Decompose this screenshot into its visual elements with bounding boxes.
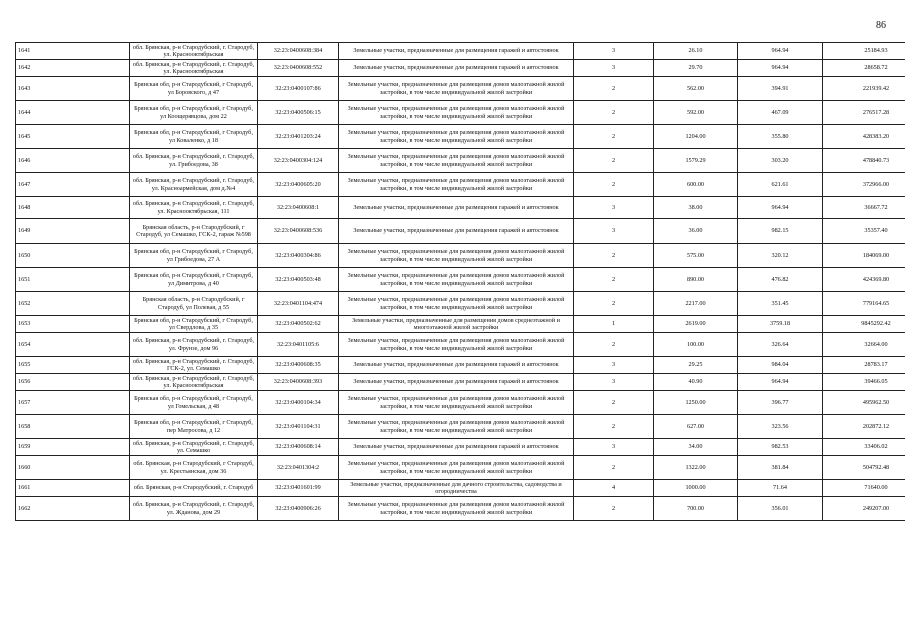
area-cell: 36.00 — [654, 219, 738, 244]
row-number: 1642 — [16, 60, 130, 77]
address-cell: обл. Брянская, р-н Стародубский, г. Стародуб, ул. Грибоедова, 38 — [130, 149, 258, 173]
row-number: 1643 — [16, 77, 130, 101]
specific-value-cell: 326.64 — [738, 333, 823, 357]
cadastral-value-cell: 39466.05 — [823, 374, 905, 391]
row-number: 1646 — [16, 149, 130, 173]
cadastral-number-cell: 32:23:0400608:14 — [258, 439, 339, 456]
row-number: 1662 — [16, 497, 130, 521]
row-number: 1653 — [16, 316, 130, 333]
specific-value-cell: 984.04 — [738, 357, 823, 374]
specific-value-cell: 394.91 — [738, 77, 823, 101]
area-cell: 29.25 — [654, 357, 738, 374]
table-row — [16, 43, 905, 60]
cadastral-value-cell: 28783.17 — [823, 357, 905, 374]
address-cell: обл. Брянская, р-н Стародубский, г. Стародуб, ул. Фрунзе, дом 96 — [130, 333, 258, 357]
table-row — [16, 77, 905, 101]
cadastral-value-cell: 424369.80 — [823, 268, 905, 292]
cadastral-value-table — [15, 42, 905, 521]
address-cell: обл. Брянская, р-н Стародубский, г Стародуб, ул. Крестьянская, дом 36 — [130, 456, 258, 480]
land-use-cell: Земельные участки, предназначенные для размещения домов малоэтажной жилой застройки, в том числе индивидуальной жилой застройки — [339, 292, 574, 316]
specific-value-cell: 964.94 — [738, 374, 823, 391]
address-cell: Брянская обл, р-н Стародубский, г Стародуб, ул Гомельская, д 48 — [130, 391, 258, 415]
group-cell: 1 — [574, 316, 654, 333]
group-cell: 2 — [574, 456, 654, 480]
row-number: 1647 — [16, 173, 130, 197]
address-cell: обл. Брянская, р-н Стародубский, г. Стародуб, ул. Красноармейская, дом д.№4 — [130, 173, 258, 197]
row-number: 1650 — [16, 244, 130, 268]
land-use-cell: Земельные участки, предназначенные для размещения домов малоэтажной жилой застройки, в том числе индивидуальной жилой застройки — [339, 497, 574, 521]
cadastral-value-cell: 779164.65 — [823, 292, 905, 316]
specific-value-cell: 964.94 — [738, 197, 823, 219]
cadastral-number-cell: 32:23:0400503:48 — [258, 268, 339, 292]
table-row — [16, 101, 905, 125]
cadastral-number-cell: 32:23:0400608:393 — [258, 374, 339, 391]
group-cell: 2 — [574, 101, 654, 125]
table-row — [16, 268, 905, 292]
page-number: 86 — [876, 20, 886, 31]
group-cell: 2 — [574, 415, 654, 439]
cadastral-number-cell: 32:23:0401104:474 — [258, 292, 339, 316]
land-use-cell: Земельные участки, предназначенные для размещения гаражей и автостоянок — [339, 197, 574, 219]
cadastral-number-cell: 32:23:0400608:536 — [258, 219, 339, 244]
cadastral-number-cell: 32:23:0400304:124 — [258, 149, 339, 173]
area-cell: 2217.00 — [654, 292, 738, 316]
row-number: 1657 — [16, 391, 130, 415]
group-cell: 2 — [574, 333, 654, 357]
address-cell: обл. Брянская, р-н Стародубский, г. Стародуб, ГСК-2, ул. Семашко — [130, 357, 258, 374]
address-cell: Брянская область, р-н Стародубский, г Стародуб, ул Семашко, ГСК-2, гараж №598 — [130, 219, 258, 244]
table-row — [16, 333, 905, 357]
land-use-cell: Земельные участки, предназначенные для размещения домов малоэтажной жилой застройки, в том числе индивидуальной жилой застройки — [339, 149, 574, 173]
address-cell: Брянская обл, р-н Стародубский, г Стародуб, ул Боровского, д 47 — [130, 77, 258, 101]
cadastral-number-cell: 32:23:0400906:26 — [258, 497, 339, 521]
specific-value-cell: 621.61 — [738, 173, 823, 197]
area-cell: 40.90 — [654, 374, 738, 391]
table-body — [16, 43, 905, 521]
address-cell: Брянская обл, р-н Стародубский, г Стародуб, ул Коощерявцова, дом 22 — [130, 101, 258, 125]
land-use-cell: Земельные участки, предназначенные для размещения домов малоэтажной жилой застройки, в том числе индивидуальной жилой застройки — [339, 125, 574, 149]
land-use-cell: Земельные участки, предназначенные для размещения гаражей и автостоянок — [339, 43, 574, 60]
area-cell: 34.00 — [654, 439, 738, 456]
area-cell: 592.00 — [654, 101, 738, 125]
area-cell: 1204.00 — [654, 125, 738, 149]
cadastral-value-cell: 25184.93 — [823, 43, 905, 60]
address-cell: Брянская обл, р-н Стародубский, г Стародуб, ул Свердлова, д 35 — [130, 316, 258, 333]
land-use-cell: Земельные участки, предназначенные для размещения домов малоэтажной жилой застройки, в том числе индивидуальной жилой застройки — [339, 415, 574, 439]
group-cell: 4 — [574, 480, 654, 497]
land-use-cell: Земельные участки, предназначенные для размещения гаражей и автостоянок — [339, 219, 574, 244]
specific-value-cell: 71.64 — [738, 480, 823, 497]
land-use-cell: Земельные участки, предназначенные для размещения гаражей и автостоянок — [339, 439, 574, 456]
group-cell: 3 — [574, 374, 654, 391]
group-cell: 3 — [574, 357, 654, 374]
area-cell: 890.00 — [654, 268, 738, 292]
table-row — [16, 374, 905, 391]
cadastral-value-cell: 495962.50 — [823, 391, 905, 415]
cadastral-value-cell: 71640.00 — [823, 480, 905, 497]
land-use-cell: Земельные участки, предназначенные для размещения домов среднеэтажной и многоэтажной жилой застройки — [339, 316, 574, 333]
area-cell: 1250.00 — [654, 391, 738, 415]
cadastral-value-cell: 32664.00 — [823, 333, 905, 357]
row-number: 1649 — [16, 219, 130, 244]
group-cell: 2 — [574, 149, 654, 173]
cadastral-number-cell: 32:23:0401104:31 — [258, 415, 339, 439]
area-cell: 627.00 — [654, 415, 738, 439]
address-cell: обл. Брянская, р-н Стародубский, г. Стародуб, ул. Жданова, дом 29 — [130, 497, 258, 521]
cadastral-number-cell: 32:23:0400605:20 — [258, 173, 339, 197]
area-cell: 700.00 — [654, 497, 738, 521]
cadastral-number-cell: 32:23:0400104:34 — [258, 391, 339, 415]
specific-value-cell: 323.56 — [738, 415, 823, 439]
cadastral-value-cell: 28658.72 — [823, 60, 905, 77]
cadastral-value-cell: 504792.48 — [823, 456, 905, 480]
cadastral-number-cell: 32:23:0400502:62 — [258, 316, 339, 333]
area-cell: 26.10 — [654, 43, 738, 60]
cadastral-value-cell: 249207.00 — [823, 497, 905, 521]
table-row — [16, 149, 905, 173]
cadastral-value-cell: 184069.00 — [823, 244, 905, 268]
land-use-cell: Земельные участки, предназначенные для размещения гаражей и автостоянок — [339, 374, 574, 391]
address-cell: обл. Брянская, р-н Стародубский, г. Стародуб, ул. Краснооктябрьская — [130, 43, 258, 60]
area-cell: 600.00 — [654, 173, 738, 197]
table-row — [16, 60, 905, 77]
land-use-cell: Земельные участки, предназначенные для размещения домов малоэтажной жилой застройки, в том числе индивидуальной жилой застройки — [339, 391, 574, 415]
group-cell: 3 — [574, 197, 654, 219]
row-number: 1654 — [16, 333, 130, 357]
cadastral-number-cell: 32:23:0400608:35 — [258, 357, 339, 374]
cadastral-number-cell: 32:23:0400304:86 — [258, 244, 339, 268]
group-cell: 2 — [574, 391, 654, 415]
cadastral-value-cell: 33406.02 — [823, 439, 905, 456]
row-number: 1648 — [16, 197, 130, 219]
land-use-cell: Земельные участки, предназначенные для размещения домов малоэтажной жилой застройки, в том числе индивидуальной жилой застройки — [339, 101, 574, 125]
row-number: 1652 — [16, 292, 130, 316]
area-cell: 29.70 — [654, 60, 738, 77]
specific-value-cell: 476.82 — [738, 268, 823, 292]
table-row — [16, 497, 905, 521]
area-cell: 562.00 — [654, 77, 738, 101]
group-cell: 2 — [574, 268, 654, 292]
area-cell: 38.00 — [654, 197, 738, 219]
row-number: 1659 — [16, 439, 130, 456]
table-row — [16, 173, 905, 197]
cadastral-number-cell: 32:23:0400608:384 — [258, 43, 339, 60]
specific-value-cell: 964.94 — [738, 43, 823, 60]
address-cell: Брянская обл, р-н Стародубский, г Стародуб, ул Димитрова, д 40 — [130, 268, 258, 292]
land-use-cell: Земельные участки, предназначенные для дачного строительства, садоводства и огородничества — [339, 480, 574, 497]
table-row — [16, 439, 905, 456]
group-cell: 2 — [574, 244, 654, 268]
cadastral-value-cell: 9845292.42 — [823, 316, 905, 333]
area-cell: 2619.00 — [654, 316, 738, 333]
address-cell: обл. Брянская, р-н Стародубский, г. Стародуб, ул. Краснооктябрьская, 111 — [130, 197, 258, 219]
group-cell: 2 — [574, 125, 654, 149]
land-use-cell: Земельные участки, предназначенные для размещения домов малоэтажной жилой застройки, в том числе индивидуальной жилой застройки — [339, 173, 574, 197]
row-number: 1660 — [16, 456, 130, 480]
specific-value-cell: 320.12 — [738, 244, 823, 268]
row-number: 1658 — [16, 415, 130, 439]
specific-value-cell: 355.80 — [738, 125, 823, 149]
specific-value-cell: 396.77 — [738, 391, 823, 415]
cadastral-value-cell: 36667.72 — [823, 197, 905, 219]
specific-value-cell: 381.84 — [738, 456, 823, 480]
land-use-cell: Земельные участки, предназначенные для размещения домов малоэтажной жилой застройки, в том числе индивидуальной жилой застройки — [339, 77, 574, 101]
table-row — [16, 244, 905, 268]
land-use-cell: Земельные участки, предназначенные для размещения домов малоэтажной жилой застройки, в том числе индивидуальной жилой застройки — [339, 244, 574, 268]
cadastral-number-cell: 32:23:0401203:24 — [258, 125, 339, 149]
address-cell: обл. Брянская, р-н Стародубский, г. Стародуб, ул. Краснооктябрьская — [130, 60, 258, 77]
row-number: 1655 — [16, 357, 130, 374]
table-row — [16, 197, 905, 219]
cadastral-number-cell: 32:23:0401105:6 — [258, 333, 339, 357]
cadastral-value-cell: 35357.40 — [823, 219, 905, 244]
table-row — [16, 456, 905, 480]
group-cell: 2 — [574, 77, 654, 101]
land-use-cell: Земельные участки, предназначенные для размещения домов малоэтажной жилой застройки, в том числе индивидуальной жилой застройки — [339, 268, 574, 292]
address-cell: Брянская обл, р-н Стародубский, г Стародуб, пер Матросова, д 12 — [130, 415, 258, 439]
table-row — [16, 125, 905, 149]
cadastral-number-cell: 32:23:0400506:15 — [258, 101, 339, 125]
group-cell: 2 — [574, 173, 654, 197]
specific-value-cell: 982.53 — [738, 439, 823, 456]
address-cell: обл. Брянская, р-н Стародубский, г. Стародуб, ул. Краснооктябрьская — [130, 374, 258, 391]
specific-value-cell: 303.20 — [738, 149, 823, 173]
area-cell: 1579.29 — [654, 149, 738, 173]
area-cell: 100.00 — [654, 333, 738, 357]
land-use-cell: Земельные участки, предназначенные для размещения гаражей и автостоянок — [339, 60, 574, 77]
table-row — [16, 316, 905, 333]
area-cell: 1322.00 — [654, 456, 738, 480]
cadastral-number-cell: 32:23:0400608:552 — [258, 60, 339, 77]
row-number: 1641 — [16, 43, 130, 60]
row-number: 1651 — [16, 268, 130, 292]
land-use-cell: Земельные участки, предназначенные для размещения домов малоэтажной жилой застройки, в том числе индивидуальной жилой застройки — [339, 333, 574, 357]
address-cell: Брянская область, р-н Стародубский, г Стародуб, ул Полевая, д 55 — [130, 292, 258, 316]
cadastral-number-cell: 32:23:0400107:86 — [258, 77, 339, 101]
address-cell: обл. Брянская, р-н Стародубский, г. Стародуб — [130, 480, 258, 497]
specific-value-cell: 356.01 — [738, 497, 823, 521]
group-cell: 3 — [574, 439, 654, 456]
group-cell: 3 — [574, 219, 654, 244]
table-row — [16, 292, 905, 316]
row-number: 1661 — [16, 480, 130, 497]
land-use-cell: Земельные участки, предназначенные для размещения гаражей и автостоянок — [339, 357, 574, 374]
area-cell: 575.00 — [654, 244, 738, 268]
cadastral-value-cell: 221939.42 — [823, 77, 905, 101]
table-row — [16, 415, 905, 439]
cadastral-value-cell: 276517.28 — [823, 101, 905, 125]
cadastral-number-cell: 32:23:0401601:99 — [258, 480, 339, 497]
table-row — [16, 219, 905, 244]
group-cell: 2 — [574, 497, 654, 521]
cadastral-number-cell: 32:23:0400608:1 — [258, 197, 339, 219]
specific-value-cell: 351.45 — [738, 292, 823, 316]
row-number: 1644 — [16, 101, 130, 125]
address-cell: Брянская обл, р-н Стародубский, г Стародуб, ул Грибоедова, 27 А — [130, 244, 258, 268]
group-cell: 3 — [574, 60, 654, 77]
specific-value-cell: 467.09 — [738, 101, 823, 125]
specific-value-cell: 964.94 — [738, 60, 823, 77]
land-use-cell: Земельные участки, предназначенные для размещения домов малоэтажной жилой застройки, в том числе индивидуальной жилой застройки — [339, 456, 574, 480]
cadastral-value-cell: 428383.20 — [823, 125, 905, 149]
row-number: 1645 — [16, 125, 130, 149]
row-number: 1656 — [16, 374, 130, 391]
table-row — [16, 391, 905, 415]
specific-value-cell: 982.15 — [738, 219, 823, 244]
cadastral-value-cell: 202872.12 — [823, 415, 905, 439]
address-cell: обл. Брянская, р-н Стародубский, г. Стародуб, ул. Семашко — [130, 439, 258, 456]
cadastral-value-cell: 372966.00 — [823, 173, 905, 197]
group-cell: 3 — [574, 43, 654, 60]
group-cell: 2 — [574, 292, 654, 316]
table-row — [16, 357, 905, 374]
cadastral-number-cell: 32:23:0401304:2 — [258, 456, 339, 480]
specific-value-cell: 3759.18 — [738, 316, 823, 333]
address-cell: Брянская обл, р-н Стародубский, г Стародуб, ул Коваленко, д 18 — [130, 125, 258, 149]
cadastral-value-cell: 478840.73 — [823, 149, 905, 173]
table-row — [16, 480, 905, 497]
area-cell: 1000.00 — [654, 480, 738, 497]
